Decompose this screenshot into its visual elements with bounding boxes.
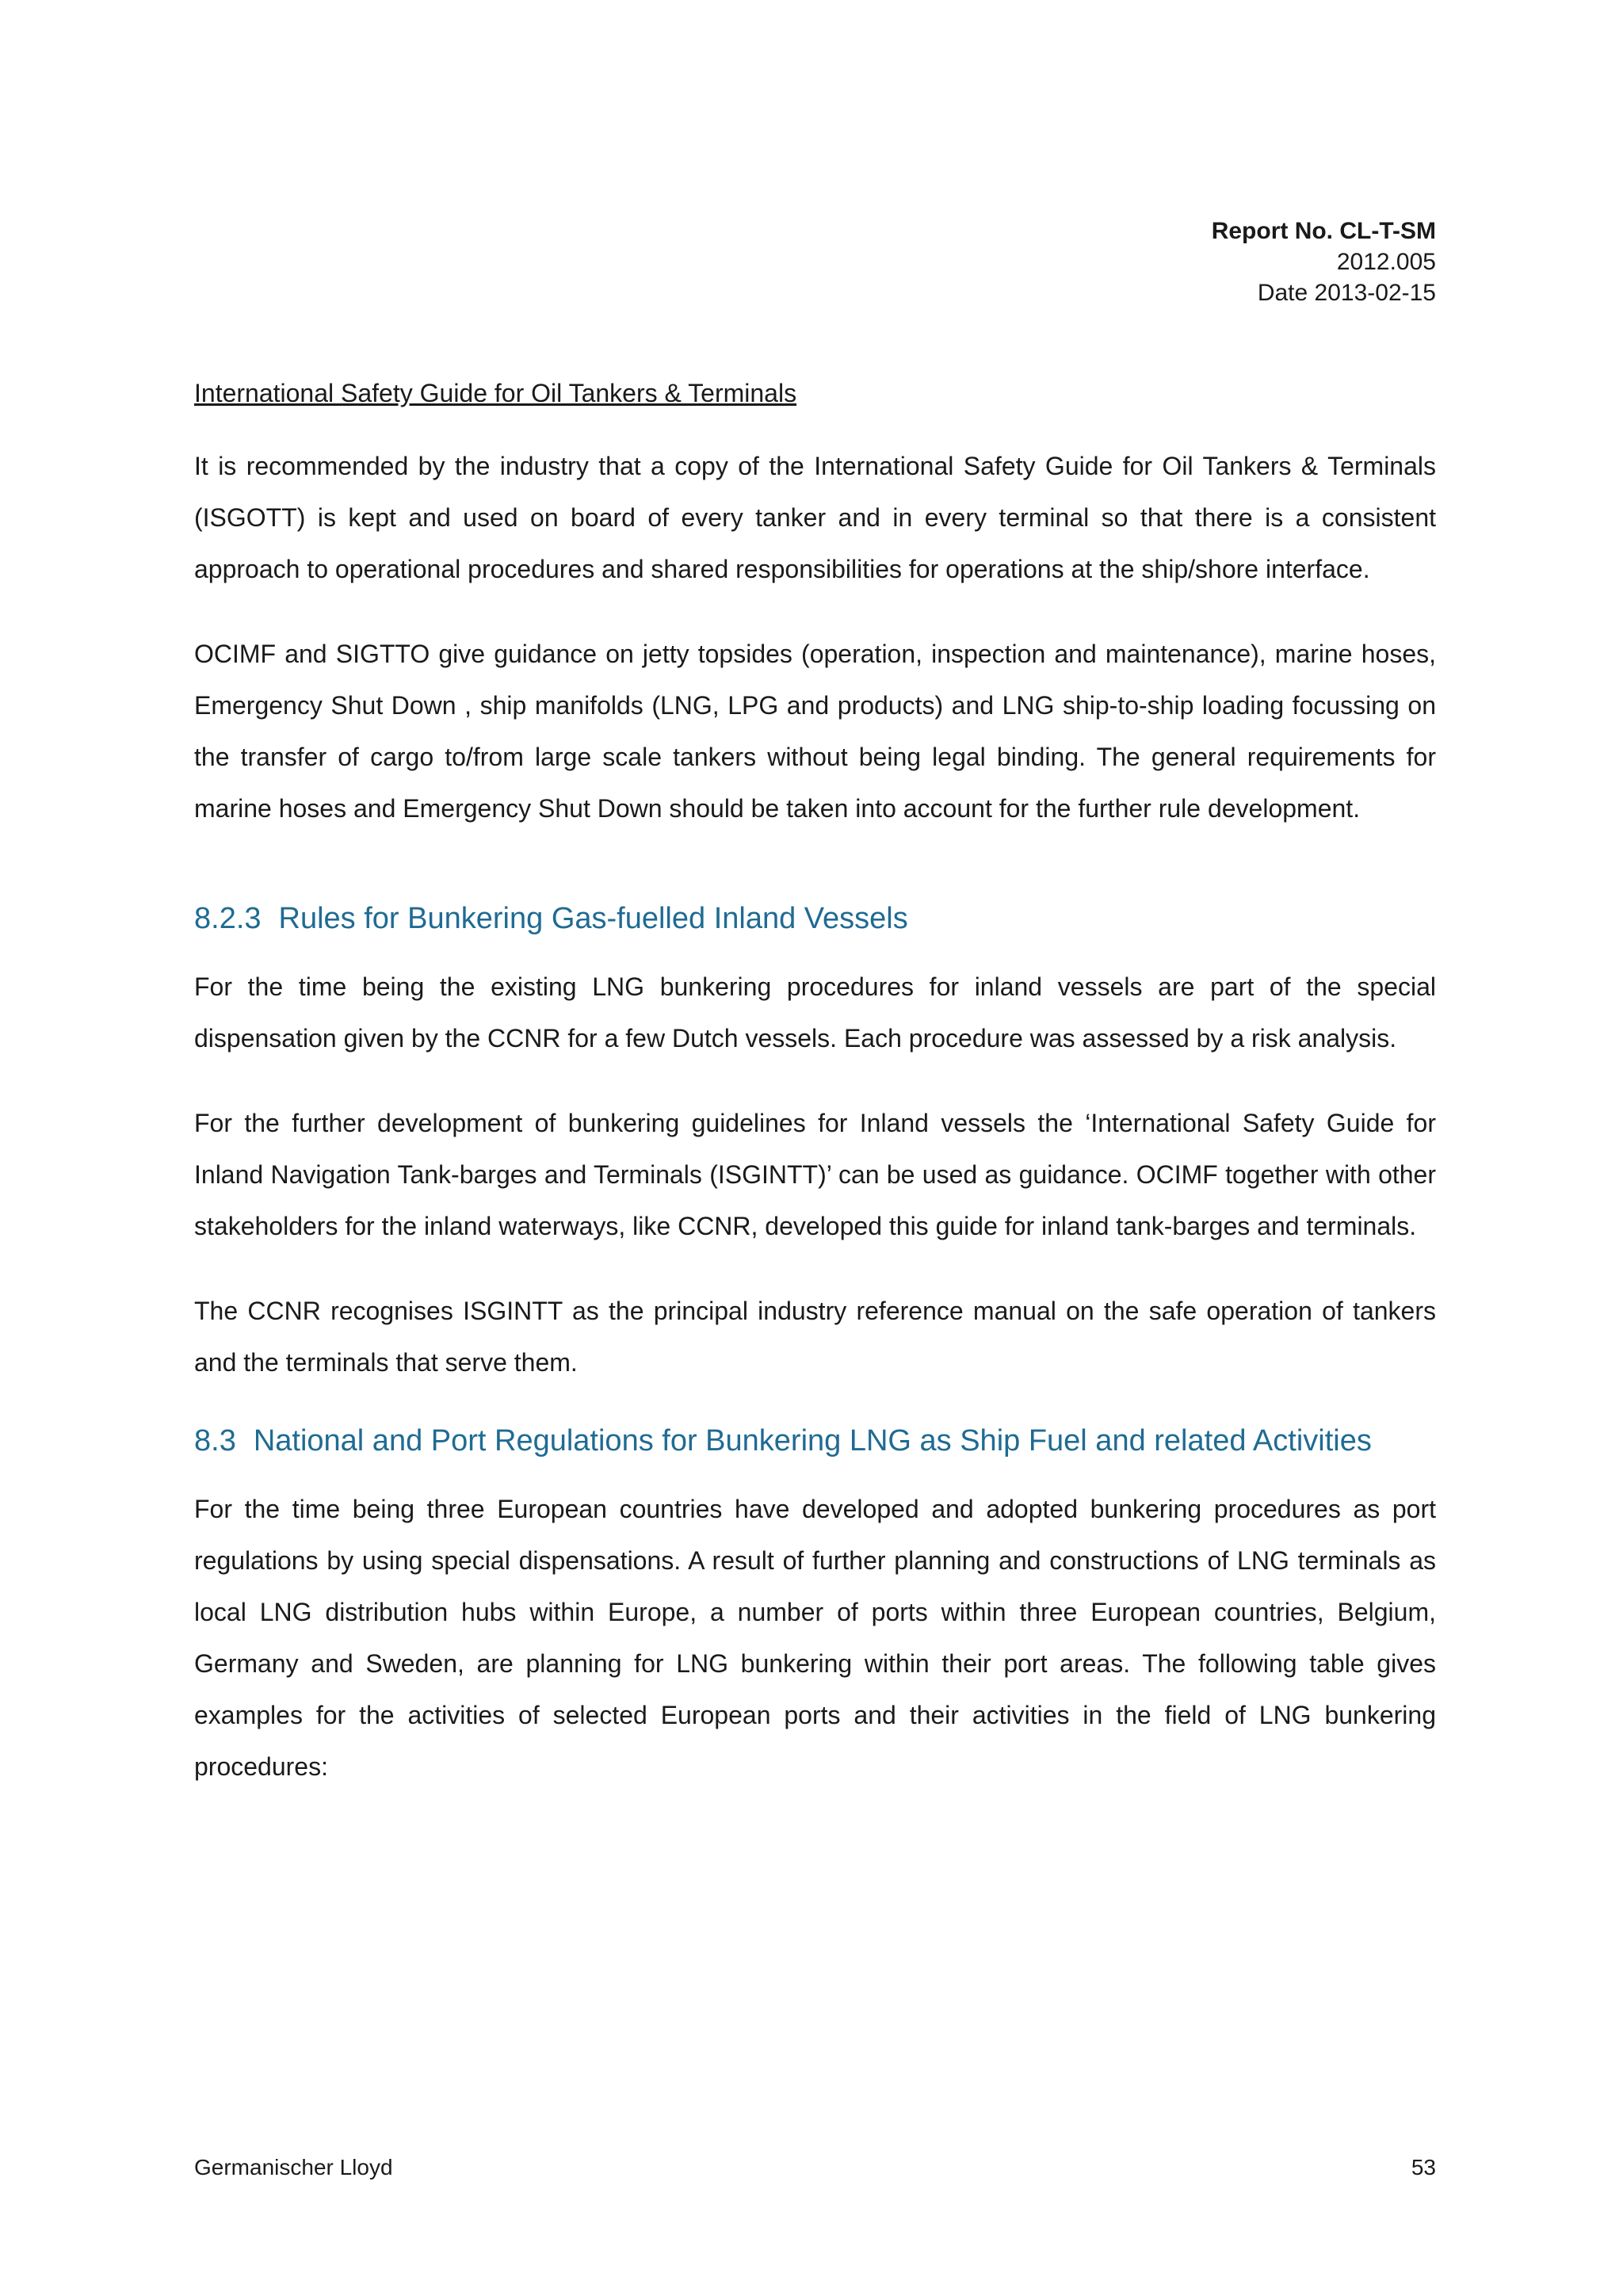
report-number: Report No. CL-T-SM	[1211, 218, 1436, 244]
report-header	[1212, 216, 1436, 308]
page-number: 53	[1411, 2155, 1436, 2179]
section-title: National and Port Regulations for Bunkering LNG as Ship Fuel and related Activities	[253, 1424, 1372, 1457]
section-heading-8-3	[194, 1422, 1436, 1460]
section-number: 8.3	[194, 1424, 236, 1457]
section-8-2-3-paragraph-3: The CCNR recognises ISGINTT as the principal industry reference manual on the safe operation of tankers and the terminals that serve them.	[194, 1297, 1436, 1377]
section-heading-8-2-3	[194, 900, 1436, 938]
report-date: Date 2013-02-15	[1257, 280, 1436, 306]
section-8-2-3-paragraph-1: For the time being the existing LNG bunkering procedures for inland vessels are part of the special dispensation given by the CCNR for a few Dutch vessels. Each procedure was assessed by a risk analysis.	[194, 972, 1436, 1052]
section-title: Rules for Bunkering Gas-fuelled Inland Vessels	[278, 902, 908, 935]
section-number: 8.2.3	[194, 902, 262, 935]
isgott-paragraph-1: It is recommended by the industry that a copy of the International Safety Guide for Oil Tankers & Terminals (ISGOTT) is kept and used on board of every tanker and in every terminal so that there is a consistent approach to operational procedures and shared responsibilities for operations at the ship/shore interface.	[194, 452, 1436, 583]
document-body	[194, 377, 1436, 1826]
isgott-paragraph-2: OCIMF and SIGTTO give guidance on jetty topsides (operation, inspection and maintenance), marine hoses, Emergency Shut Down , ship manifolds (LNG, LPG and products) and LNG ship-to-ship loading focussing on the transfer of cargo to/from large scale tankers without being legal binding. The general requirements for marine hoses and Emergency Shut Down should be taken into account for the further rule development.	[194, 640, 1436, 823]
report-year: 2012.005	[1336, 249, 1436, 275]
section-8-3-paragraph-1: For the time being three European countries have developed and adopted bunkering procedures as port regulations by using special dispensations. A result of further planning and constructions of LNG terminals as local LNG distribution hubs within Europe, a number of ports within three European countries, Belgium, Germany and Sweden, are planning for LNG bunkering within their port areas. The following table gives examples for the activities of selected European ports and their activities in the field of LNG bunkering procedures:	[194, 1495, 1436, 1781]
isgott-heading: International Safety Guide for Oil Tankers & Terminals	[194, 379, 797, 407]
footer-organization: Germanischer Lloyd	[194, 2155, 393, 2179]
section-8-2-3-paragraph-2: For the further development of bunkering guidelines for Inland vessels the ‘International Safety Guide for Inland Navigation Tank-barges and Terminals (ISGINTT)’ can be used as guidance. OCIMF together with other stakeholders for the inland waterways, like CCNR, developed this guide for inland tank-barges and terminals.	[194, 1109, 1436, 1240]
